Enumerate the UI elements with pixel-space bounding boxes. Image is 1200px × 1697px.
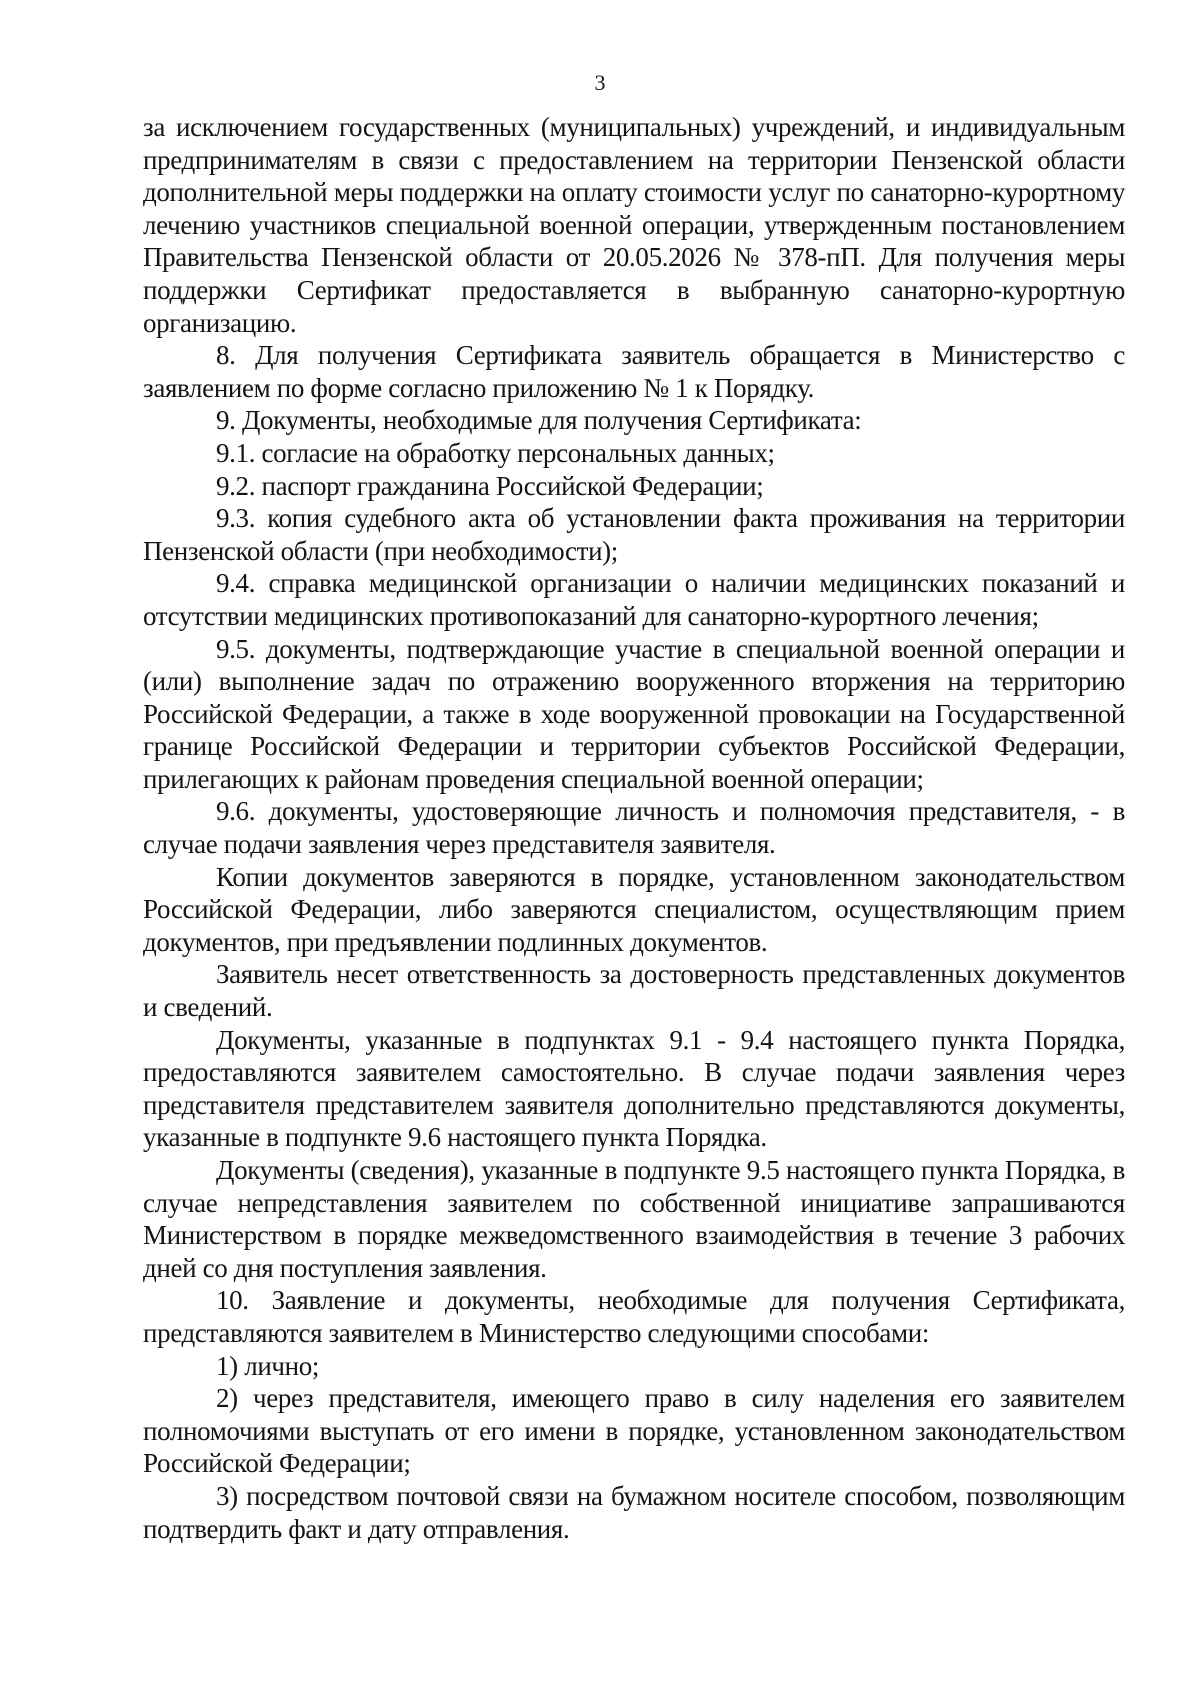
paragraph-item-8: 8. Для получения Сертификата заявитель обращается в Министерство с заявлением по форме согласно приложению № 1 к Порядку. <box>143 340 1125 403</box>
paragraph-method-2: 2) через представителя, имеющего право в силу наделения его заявителем полномочиями выступать от его имени в порядке, установленном законодательством Российской Федерации; <box>143 1383 1125 1479</box>
paragraph: за исключением государственных (муниципальных) учреждений, и индивидуальным предпринимателям в связи с предоставлением на территории Пензенской области дополнительной меры поддержки на оплату стоимости услуг по санаторно-курортному лечению участников специальной военной операции, утвержденным постановлением Правительства Пензенской области от 20.05.2026 № 378-пП. Для получения меры поддержки Сертификат предоставляется в выбранную санаторно-курортную организацию. <box>143 112 1125 338</box>
paragraph-method-1: 1) лично; <box>216 1350 320 1381</box>
paragraph-documents-provided: Документы, указанные в подпунктах 9.1 - 9.4 настоящего пункта Порядка, предоставляются заявителем самостоятельно. В случае подачи заявления через представителя представителем заявителя дополнительно представляются документы, указанные в подпункте 9.6 настоящего пункта Порядка. <box>143 1024 1125 1153</box>
paragraph-item-9-6: 9.6. документы, удостоверяющие личность и полномочия представителя, - в случае подачи заявления через представителя заявителя. <box>143 796 1125 860</box>
paragraph-applicant-responsibility: Заявитель несет ответственность за достоверность представленных документов и сведений. <box>143 959 1125 1023</box>
paragraph-item-9: 9. Документы, необходимые для получения Сертификата: <box>216 405 862 436</box>
paragraph-item-9-2: 9.2. паспорт гражданина Российской Федерации; <box>216 470 764 501</box>
paragraph-item-9-5: 9.5. документы, подтверждающие участие в специальной военной операции и (или) выполнение задач по отражению вооруженного вторжения на территорию Российской Федерации, а также в ходе вооруженной провокации на Государственной границе Российской Федерации и территории субъектов Российской Федерации, прилегающих к районам проведения специальной военной операции; <box>143 633 1125 794</box>
paragraph-interagency-request: Документы (сведения), указанные в подпункте 9.5 настоящего пункта Порядка, в случае непредставления заявителем по собственной инициативе запрашиваются Министерством в порядке межведомственного взаимодействия в течение 3 рабочих дней со дня поступления заявления. <box>143 1155 1125 1283</box>
paragraph-item-9-3: 9.3. копия судебного акта об установлении факта проживания на территории Пензенской области (при необходимости); <box>143 503 1125 566</box>
paragraph-method-3: 3) посредством почтовой связи на бумажном носителе способом, позволяющим подтвердить факт и дату отправления. <box>143 1480 1125 1544</box>
paragraph-item-10: 10. Заявление и документы, необходимые для получения Сертификата, представляются заявителем в Министерство следующими способами: <box>143 1285 1125 1348</box>
document-body <box>143 111 1125 1545</box>
page-number: 3 <box>594 70 606 95</box>
paragraph-item-9-1: 9.1. согласие на обработку персональных данных; <box>216 437 775 468</box>
paragraph-item-9-4: 9.4. справка медицинской организации о наличии медицинских показаний и отсутствии медицинских противопоказаний для санаторно-курортного лечения; <box>143 568 1125 631</box>
paragraph-copies-certification: Копии документов заверяются в порядке, установленном законодательством Российской Федерации, либо заверяются специалистом, осуществляющим прием документов, при предъявлении подлинных документов. <box>143 861 1125 957</box>
